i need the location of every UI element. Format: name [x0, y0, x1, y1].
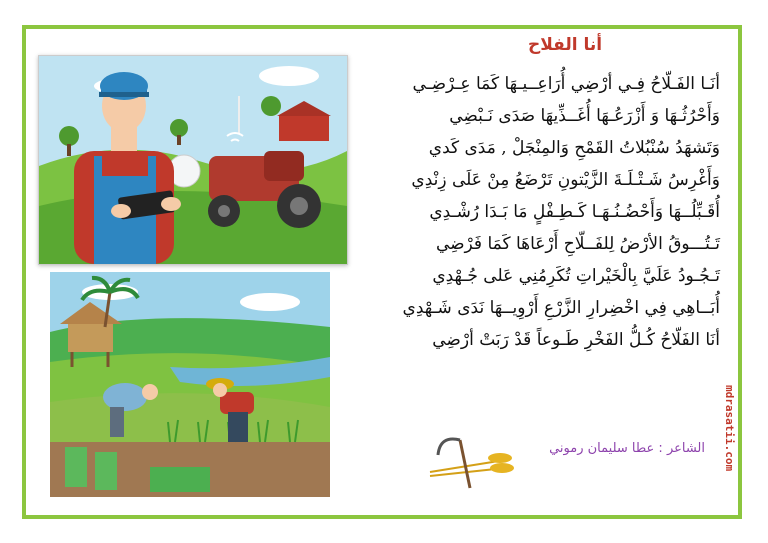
watermark-text: mdrasatii.com — [723, 385, 736, 472]
verse-line: تَـجُـودُ عَلَيَّ بِالْخَيْراتِ تُكَرِمُنِي عَلى جُـهْدِي — [432, 266, 720, 286]
verse-line: وَأَحْرُثُـهَا وَ أَزْرَعُـهَا أُغَــذِّيهَا صَدَى نَـبْضِي — [449, 106, 720, 126]
wheat-sickle-icon — [420, 430, 520, 490]
poet-credit: الشاعر : عطا سليمان رموني — [549, 441, 705, 456]
farmer-tablet-illustration — [38, 55, 348, 265]
rice-field-illustration — [50, 272, 330, 497]
verse-line: أنَـا الفَـلّاحُ فِـي أرْضِي أُرَاعِــيـهَا كَمَا عِـرْضِـي — [412, 74, 720, 94]
poem-title: أنا الفلاح — [527, 35, 603, 55]
verse-line: أُبَــاهِي فِي اخْضِرارِ الزَّرْعِ أَرْوِيــهَا نَدَى شَـهْدِي — [402, 298, 720, 318]
verse-line: وَأَغْرِسُ شَـتْـلَـةَ الزَّيْتونِ تَرْضَعُ مِنْ عَلَى زِنْدِي — [411, 170, 720, 190]
verse-line: أنَا الفَلّاحُ كُـلُّ الفَخْرِ طَـوعاً قَدْ رَبَتْ أرْضِي — [432, 330, 720, 350]
verse-line: وَتَشهَدُ سُنْبُلاتُ القَمْحِ وَالمِنْجَلْ , مَدَى كَدي — [428, 138, 720, 158]
verse-line: أُقَـبِّلُــهَا وَأَحْضُـنُـهَـا كَـطِـفْلٍ مَا بَـدَا رُشْـدِي — [429, 202, 720, 222]
verse-line: تَـتُـــوقُ الأرْضُ لِلفَــلّاحِ أَرْعَاهَا كَمَا فَرْضِي — [435, 234, 720, 254]
poem-verses — [360, 68, 720, 356]
site-watermark — [722, 385, 738, 510]
